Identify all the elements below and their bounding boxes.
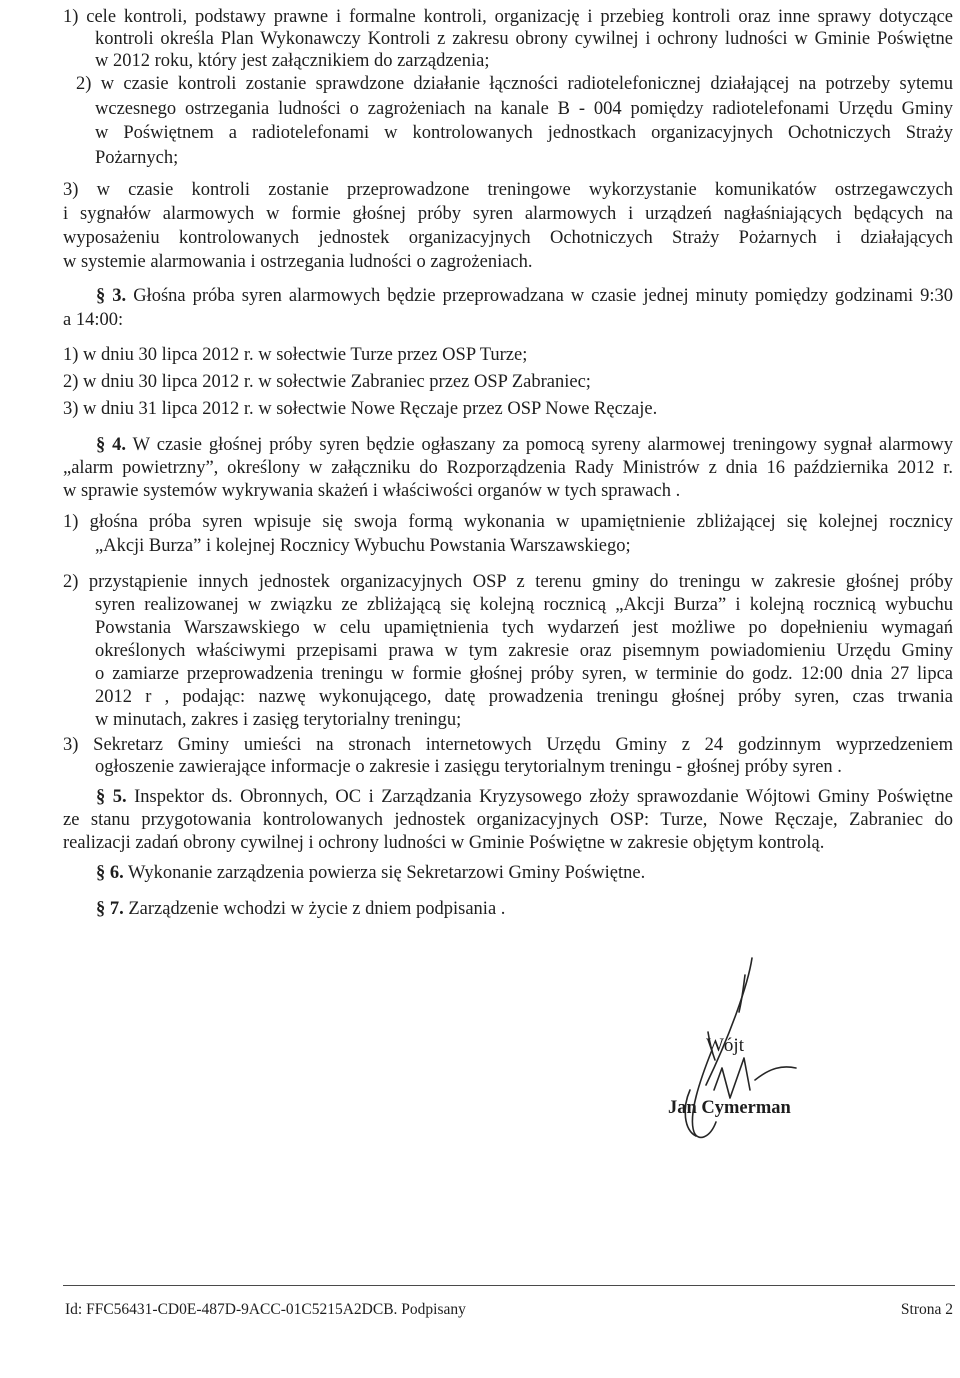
text-line: 2) w dniu 30 lipca 2012 r. w sołectwie Zabraniec przez OSP Zabraniec; xyxy=(63,372,591,392)
text-line: Powstania Warszawskiego w celu upamiętnienia tych wydarzeń jest możliwe po dopełnieniu wymagań xyxy=(95,618,953,638)
list-item xyxy=(63,734,953,778)
text-line: Pożarnych; xyxy=(95,147,179,168)
section-first-line xyxy=(63,786,953,809)
text-line: 3) w czasie kontroli zostanie przeprowadzone treningowe wykorzystanie komunikatów ostrzegawczych xyxy=(63,180,953,200)
signatory-title: Wójt xyxy=(706,1035,744,1056)
list-item xyxy=(63,343,953,367)
text-line: 2) przystąpienie innych jednostek organizacyjnych OSP z terenu gminy do treningu w zakresie głośnej próby xyxy=(63,572,953,592)
text-line: w 2012 roku, który jest załącznikiem do zarządzenia; xyxy=(95,51,490,71)
text-line: ogłoszenie zawierające informacje o zakresie i zasięgu terytorialnym treningu - głośnej próby syren . xyxy=(95,757,842,777)
text-line: wyposażeniu kontrolowanych jednostek organizacyjnych Ochotniczych Straży Pożarnych i działających xyxy=(63,228,953,248)
text-segment: Wykonanie zarządzenia powierza się Sekretarzowi Gminy Poświętne. xyxy=(128,863,646,883)
signatory-name: Jan Cymerman xyxy=(668,1098,791,1118)
text-line: w minutach, zakres i zasięg terytorialny treningu; xyxy=(95,710,462,730)
section-number: § 5. xyxy=(96,787,127,807)
section-first-line xyxy=(63,284,953,308)
signature-stroke xyxy=(739,975,745,1012)
document-id: Id: FFC56431-CD0E-487D-9ACC-01C5215A2DCB. Podpisany xyxy=(65,1301,466,1318)
text-line: i sygnałów alarmowych w formie głośnej próby syren alarmowych i urządzeń nagłaśniających będących na xyxy=(63,204,953,224)
list-item xyxy=(63,72,953,170)
text-segment: Głośna próba syren alarmowych będzie przeprowadzana w czasie jednej minuty pomiędzy godzinami 9:30 xyxy=(133,286,954,306)
section-number: § 6. xyxy=(96,863,124,883)
section-number: § 4. xyxy=(96,435,127,455)
section-4-paragraph xyxy=(63,434,953,503)
text-line: 3) Sekretarz Gminy umieści na stronach internetowych Urzędu Gminy z 24 godzinnym wyprzedzeniem xyxy=(63,735,953,755)
text-line: realizacji zadań obrony cywilnej i ochrony ludności w Gminie Poświętne w zakresie objętym kontrolą. xyxy=(63,833,825,853)
section-5-paragraph xyxy=(63,786,953,855)
signature-stroke xyxy=(692,1050,716,1137)
section-first-line xyxy=(63,897,953,921)
text-line: o zamiarze przeprowadzenia treningu w formie głośnej próby syren, w terminie do godz. 12:00 dnia 27 lipca xyxy=(95,664,953,684)
section-3-paragraph xyxy=(63,284,953,332)
signature-stroke xyxy=(685,1090,696,1136)
section-first-line xyxy=(63,434,953,457)
list-item xyxy=(63,178,953,274)
footer-divider xyxy=(63,1285,955,1286)
text-segment: Inspektor ds. Obronnych, OC i Zarządzania Kryzysowego złoży sprawozdanie Wójtowi Gminy Poświętne xyxy=(134,787,953,807)
text-line: wczesnego ostrzegania ludności o zagrożeniach na kanale B - 004 pomiędzy radiotelefonami Urzędu Gminy xyxy=(95,98,953,119)
text-line: 1) głośna próba syren wpisuje się swoja formą wykonania w upamiętnienie zbliżającej się kolejnej rocznicy xyxy=(63,512,953,532)
list-item xyxy=(63,571,953,732)
section-6-paragraph xyxy=(63,861,953,885)
handwritten-signature xyxy=(660,940,820,1150)
page-number: Strona 2 xyxy=(900,1301,953,1318)
list-item xyxy=(63,6,953,72)
text-line: a 14:00: xyxy=(63,310,124,330)
text-line: ze stanu przygotowania kontrolowanych jednostek organizacyjnych OSP: Turze, Nowe Ręczaje, Zabraniec do xyxy=(63,810,953,830)
signature-stroke xyxy=(755,1067,796,1080)
text-segment: W czasie głośnej próby syren będzie ogłaszany za pomocą syreny alarmowej treningowy sygnał alarmowy xyxy=(132,435,953,455)
list-item xyxy=(63,510,953,558)
text-line: 2) w czasie kontroli zostanie sprawdzone działanie łączności radiotelefonicznej działającej na potrzeby sytemu xyxy=(76,74,953,94)
text-line: kontroli określa Plan Wykonawczy Kontroli z zakresu obrony cywilnej i ochrony ludności w Gminie Poświętne xyxy=(95,29,953,49)
section-number: § 3. xyxy=(96,286,127,306)
text-line: w systemie alarmowania i ostrzegania ludności o zagrożeniach. xyxy=(63,252,533,272)
text-line: „alarm powietrzny”, określony w załączniku do Rozporządzenia Rady Ministrów z dnia 16 października 2012 r. xyxy=(63,458,953,478)
text-line: 1) w dniu 30 lipca 2012 r. w sołectwie Turze przez OSP Turze; xyxy=(63,345,528,365)
list-item xyxy=(63,370,953,394)
text-line: określonych właściwymi przepisami prawa w tym zakresie oraz pisemnym powiadomieniu Urzędu Gminy xyxy=(95,641,953,661)
text-line: syren realizowanej w związku ze zbliżającą się kolejną rocznicą „Akcji Burza” i kolejną rocznicą wybuchu xyxy=(95,595,953,615)
section-number: § 7. xyxy=(96,899,124,919)
text-segment: Zarządzenie wchodzi w życie z dniem podpisania . xyxy=(128,899,506,919)
text-line: w sprawie systemów wykrywania skażeń i właściwości organów w tych sprawach . xyxy=(63,481,681,501)
signature-stroke xyxy=(714,1058,750,1098)
text-line: 3) w dniu 31 lipca 2012 r. w sołectwie Nowe Ręczaje przez OSP Nowe Ręczaje. xyxy=(63,399,658,419)
text-line: w Poświętnem a radiotelefonami w kontrolowanych jednostkach organizacyjnych Ochotniczych Straży xyxy=(95,123,953,143)
text-line: 1) cele kontroli, podstawy prawne i formalne kontroli, organizację i przebieg kontroli oraz inne sprawy dotyczące xyxy=(63,7,953,27)
section-7-paragraph xyxy=(63,897,953,921)
text-line: 2012 r , podając: nazwę wykonującego, datę prowadzenia treningu głośnej próby syren, czas trwania xyxy=(95,687,953,707)
list-item xyxy=(63,397,953,421)
text-line: „Akcji Burza” i kolejnej Rocznicy Wybuchu Powstania Warszawskiego; xyxy=(95,536,631,556)
section-first-line xyxy=(63,861,953,885)
